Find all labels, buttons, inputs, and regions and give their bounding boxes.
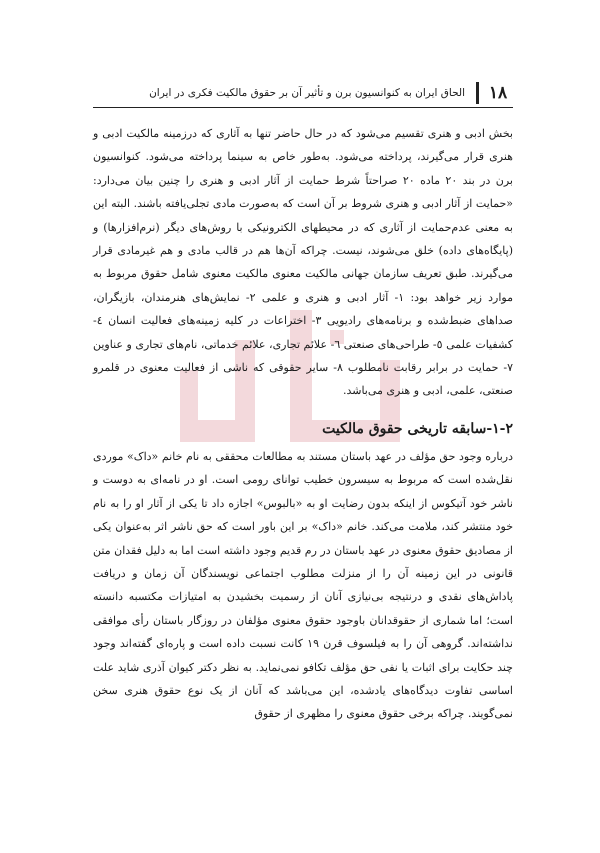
- header-rule: [93, 107, 513, 108]
- paragraph: بخش ادبی و هنری تقسیم می‌شود که در حال حاضر تنها به آثاری که درزمینه مالکیت ادبی و هنری قرار می‌گیرند، پرداخته می‌شود. به‌طور خاص به سینما پرداخته می‌شود. کنوانسیون برن در بند ۲۰ ماده ۲۰ صراحتاً شرط حمایت از آثار ادبی و هنری را چنین بیان می‌دارد: «حمایت از آثار ادبی و هنری شروط بر آن است که به‌صورت مادی تجلی‌یافته باشند. البته این به معنی عدم‌حمایت از آثاری که در محیطهای الکترونیکی با روش‌های دیگر (نرم‌افزارها) و (پایگاه‌های داده) خلق می‌شوند، نیست. چراکه آن‌ها هم در قالب مادی و هم غیرمادی قرار می‌گیرند. طبق تعریف سازمان جهانی مالکیت معنوی مالکیت معنوی شامل حقوق مربوط به موارد زیر خواهد بود: ۱- آثار ادبی و هنری و علمی ۲- نمایش‌های هنرمندان، بازیگران، صداهای ضبط‌شده و برنامه‌های رادیویی ۳- اختراعات در کلیه زمینه‌های فعالیت انسان ٤- کشفیات علمی ٥- طراحی‌های صنعتی ٦- علائم تجاری، علائم خدماتی، نام‌های تجاری و عناوین ۷- حمایت در برابر رقابت نامطلوب ۸- سایر حقوقی که ناشی از فعالیت معنوی در قلمرو صنعتی، علمی، ادبی و هنری می‌باشد.: [93, 127, 514, 398]
- header-divider-bar: [476, 82, 479, 104]
- page-content: [93, 122, 513, 726]
- page-number: ۱۸: [488, 83, 508, 103]
- running-header: [93, 80, 513, 106]
- running-title: الحاق ایران به کنوانسیون برن و تأثیر آن بر حقوق مالکیت فکری در ایران: [149, 87, 465, 99]
- section-heading: ۱-۲-سابقه تاریخی حقوق مالکیت: [322, 420, 513, 437]
- paragraph: درباره وجود حق مؤلف در عهد باستان مستند به مطالعات محققی به نام خانم «داک» موردی نقل‌شده است که مربوط به سیسرون خطیب توانای رومی است. او در نامه‌ای به دوست و ناشر خود آتیکوس از اینکه بدون رضایت او به «بالبوس» اجازه داد تا یکی از آثار او را به نام خود منتشر کند، ملامت می‌کند. خانم «داک» بر این باور است که حق ناشر اثر به‌عنوان یکی از مصادیق حقوق معنوی در عهد باستان در رم قدیم وجود داشته است اما به دلیل فقدان متن قانونی در این زمینه آن را از منزلت مطلوب اجتماعی نویسندگان آن زمان و دریافت پاداش‌های نقدی و درنتیجه بی‌نیازی آنان از رسمیت بخشیدن به امتیازات مکتسبه دانسته است؛ اما شماری از حقوقدانان باوجود حقوق معنوی مؤلفان در روزگار باستان رأی موافقی نداشته‌اند. گروهی آن را به فیلسوف قرن ۱۹ کانت نسبت داده است و پاره‌ای گفته‌اند وجود چند حکایت برای اثبات یا نفی حق مؤلف تکافو نمی‌نماید. به نظر دکتر کیوان آذری شاید علت اساسی تفاوت دیدگاه‌های یادشده، این می‌باشد که آنان از یک نوع حقوق هنری سخن نمی‌گویند. چراکه برخی حقوق معنوی را مظهری از حقوق: [93, 449, 513, 721]
